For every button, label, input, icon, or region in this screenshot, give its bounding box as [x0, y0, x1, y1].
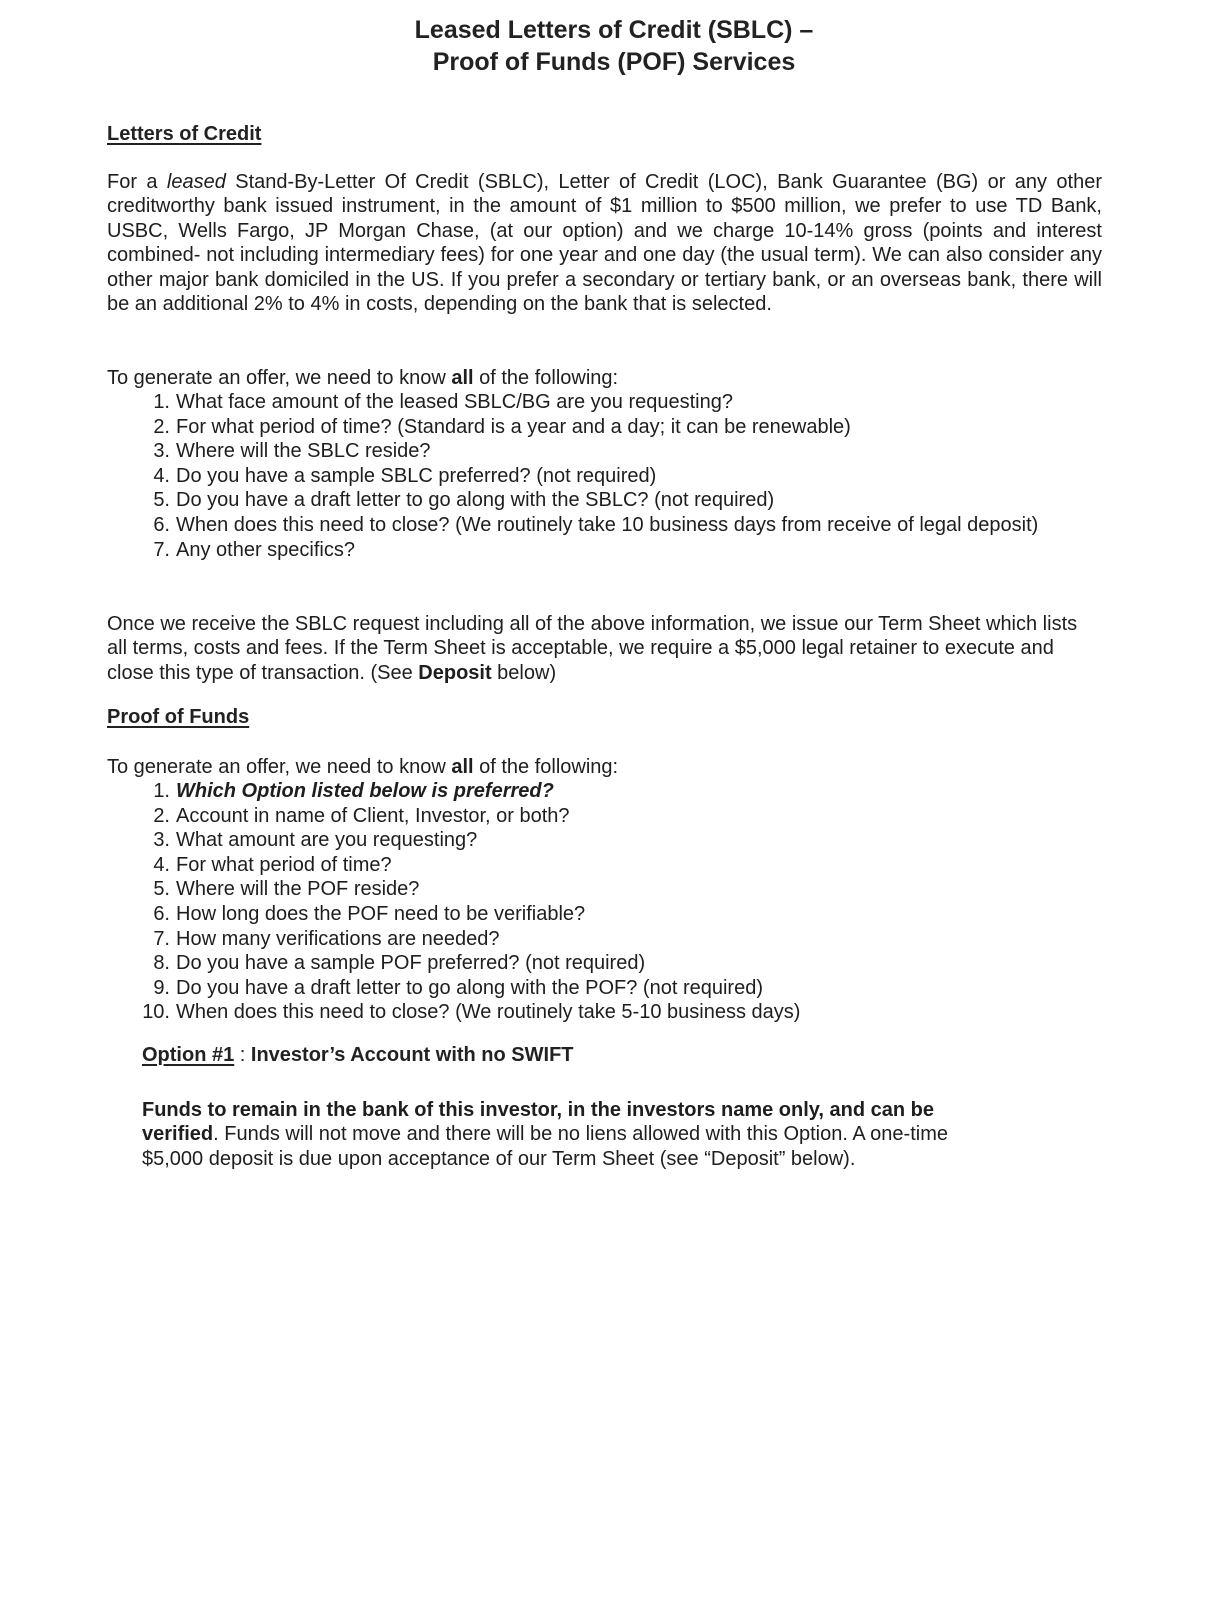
list-item-number: 8. [153, 952, 170, 975]
title-line-2: Proof of Funds (POF) Services [432, 48, 796, 76]
list-item-number: 4. [153, 853, 170, 876]
sblc-closing-paragraph [107, 612, 1097, 685]
option-1-bold-text: Funds to remain in the bank of this investor, in the investors name only, and can be verified [142, 1099, 934, 1146]
sblc-offer-intro [107, 366, 1102, 390]
list-item [140, 902, 1040, 927]
list-item [140, 415, 1040, 440]
closing-bold-deposit: Deposit [418, 661, 492, 684]
list-item-text: Where will the POF reside? [176, 878, 420, 901]
list-item-text: Do you have a sample POF preferred? (not required) [176, 952, 646, 975]
offer-intro-after: of the following: [473, 367, 619, 389]
list-item-text: Do you have a draft letter to go along with the SBLC? (not required) [176, 489, 775, 512]
list-item-text: How many verifications are needed? [176, 927, 500, 950]
list-item-text: Do you have a draft letter to go along with the POF? (not required) [176, 976, 763, 999]
list-item-number: 5. [153, 878, 170, 901]
list-item-text: How long does the POF need to be verifiable? [176, 902, 586, 925]
offer-intro-bold: all [451, 367, 474, 389]
list-item-number: 6. [153, 902, 170, 925]
list-item-text: What amount are you requesting? [176, 829, 478, 852]
list-item-number: 2. [153, 804, 170, 827]
closing-before: Once we receive the SBLC request including all of the above information, we issue our Term Sheet which lists all terms, costs and fees. If the Term Sheet is acceptable, we require a $5,000 legal retainer to execute and close this type of transaction. (See [107, 613, 1078, 684]
option-1-title: Investor’s Account with no SWIFT [250, 1044, 574, 1066]
option-1-body: . Funds will not move and there will be no liens allowed with this Option. A one-time $5,000 deposit is due upon acceptance of our Term Sheet (see “Deposit” below). [142, 1123, 948, 1170]
list-item [140, 488, 1040, 513]
list-item [140, 779, 1040, 804]
list-item [140, 853, 1040, 878]
list-item-text: Which Option listed below is preferred? [176, 780, 554, 802]
list-item-text: For what period of time? (Standard is a year and a day; it can be renewable) [176, 415, 851, 438]
list-item-number: 1. [153, 391, 170, 413]
list-item-text: When does this need to close? (We routinely take 5-10 business days) [176, 1001, 801, 1024]
closing-after: below) [491, 661, 557, 684]
list-item-number: 4. [153, 464, 170, 487]
letters-of-credit-intro [107, 170, 1102, 316]
list-item-number: 9. [153, 976, 170, 999]
offer-intro-before: To generate an offer, we need to know [107, 367, 452, 389]
list-item-number: 2. [153, 415, 170, 438]
list-item-number: 7. [153, 538, 170, 561]
list-item-text: Do you have a sample SBLC preferred? (not required) [176, 464, 657, 487]
list-item-text: When does this need to close? (We routinely take 10 business days from receive of legal deposit) [176, 513, 1039, 536]
list-item [140, 951, 1040, 976]
list-item [140, 439, 1040, 464]
list-item-text: What face amount of the leased SBLC/BG are you requesting? [176, 391, 733, 413]
list-item-number: 7. [153, 927, 170, 950]
list-item-number: 6. [153, 513, 170, 536]
option-1-description [142, 1098, 1012, 1171]
letters-of-credit-heading: Letters of Credit [107, 123, 262, 145]
pof-offer-intro [107, 755, 1102, 779]
list-item-number: 3. [153, 440, 170, 463]
option-1-label: Option #1 [142, 1044, 235, 1066]
proof-of-funds-heading: Proof of Funds [107, 706, 250, 728]
list-item [140, 513, 1040, 538]
list-item [140, 804, 1040, 829]
intro-text-rest: Stand-By-Letter Of Credit (SBLC), Letter of Credit (LOC), Bank Guarantee (BG) or any other creditworthy bank issued instrument, in the amount of $1 million to $500 million, we prefer to use TD Bank, USBC, Wells Fargo, JP Morgan Chase, (at our option) and we charge 10-14% gross (points and interest combined- not including intermediary fees) for one year and one day (the usual term). We can also consider any other major bank domiciled in the US. If you prefer a secondary or tertiary bank, or an overseas bank, there will be an additional 2% to 4% in costs, depending on the bank that is selected. [107, 171, 1102, 316]
pof-intro-before: To generate an offer, we need to know [107, 756, 452, 778]
option-1-heading [142, 1044, 574, 1067]
sblc-questions-list [140, 390, 1040, 562]
list-item [140, 927, 1040, 952]
title-line-1: Leased Letters of Credit (SBLC) – [414, 16, 814, 44]
list-item-text: Account in name of Client, Investor, or both? [176, 804, 570, 827]
list-item-text: For what period of time? [176, 853, 392, 876]
pof-questions-list [140, 779, 1040, 1025]
list-item-text: Where will the SBLC reside? [176, 440, 431, 463]
option-1-separator: : [234, 1044, 251, 1066]
list-item [140, 464, 1040, 489]
pof-intro-after: of the following: [473, 756, 619, 778]
list-item-text: Any other specifics? [176, 538, 355, 561]
intro-italic-leased: leased [166, 171, 226, 193]
list-item [140, 1000, 1040, 1025]
list-item [140, 828, 1040, 853]
pof-intro-bold: all [451, 756, 474, 778]
list-item [140, 877, 1040, 902]
list-item-number: 1. [153, 780, 170, 802]
list-item-number: 3. [153, 829, 170, 852]
list-item-number: 5. [153, 489, 170, 512]
list-item [140, 390, 1040, 415]
intro-text-start: For a [107, 171, 167, 193]
list-item [140, 538, 1040, 563]
list-item [140, 976, 1040, 1001]
list-item-number: 10. [142, 1001, 170, 1024]
document-title [0, 14, 1228, 78]
